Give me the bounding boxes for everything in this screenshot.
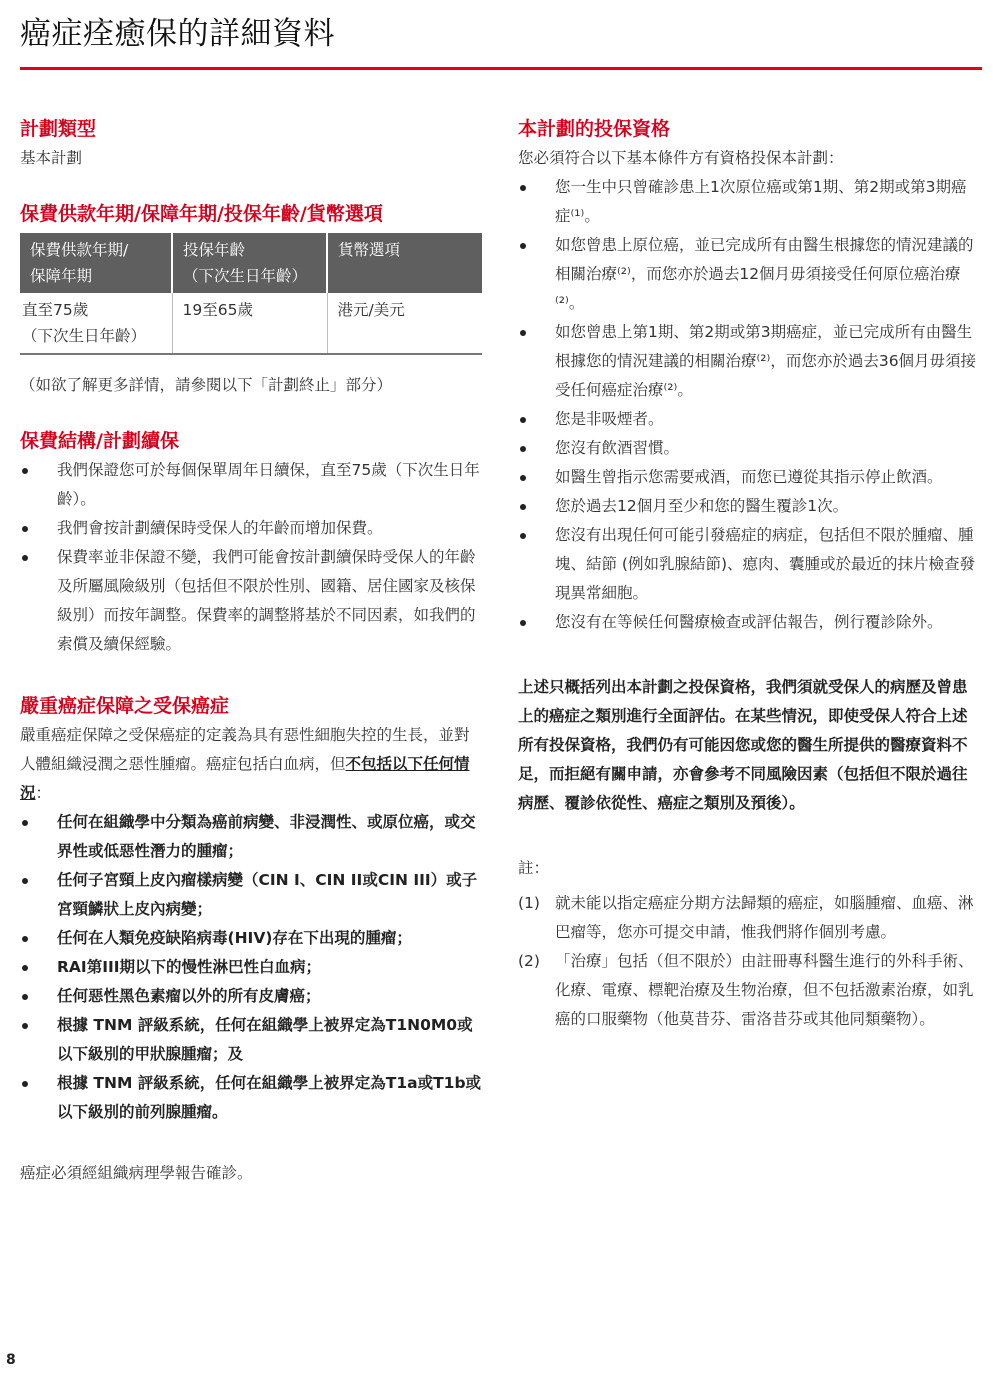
table-cell: 港元/美元 xyxy=(337,301,405,319)
note-text: 「治療」包括（但不限於）由註冊專科醫生進行的外科手術、化療、電療、標靶治療及生物治療，但不包括激素治療，如乳癌的口服藥物（他莫昔芬、雷洛昔芬或其他同類藥物）。 xyxy=(555,952,974,1028)
premium-table-heading: 保費供款年期/保障年期/投保年齡/貨幣選項 xyxy=(20,203,383,225)
table-header-cell: 投保年齡 （下次生日年齡） xyxy=(172,233,327,293)
list-item: 您於過去12個月至少和您的醫生覆診1次。 xyxy=(518,492,980,521)
list-item: 我們保證您可於每個保單周年日續保，直至75歲（下次生日年齡）。 xyxy=(20,456,482,514)
note-number: (1) xyxy=(518,894,540,912)
table-note: （如欲了解更多詳情，請參閱以下「計劃終止」部分） xyxy=(20,376,393,394)
covered-cancer-heading: 嚴重癌症保障之受保癌症 xyxy=(20,695,230,717)
note-item xyxy=(518,889,980,947)
plan-type-heading: 計劃類型 xyxy=(20,118,97,140)
list-item: 您沒有飲酒習慣。 xyxy=(518,434,980,463)
list-item: 根據 TNM 評級系統，任何在組織學上被界定為T1N0M0或以下級別的甲狀腺腫瘤；及 xyxy=(20,1011,482,1069)
list-item: 任何子宮頸上皮內瘤樣病變（CIN I、CIN II或CIN III）或子宮頸鱗狀上皮內病變； xyxy=(20,866,482,924)
premium-table xyxy=(20,233,482,355)
list-item: RAI第III期以下的慢性淋巴性白血病； xyxy=(20,953,482,982)
list-item: 您沒有出現任何可能引發癌症的病症，包括但不限於腫瘤、腫塊、結節 (例如乳腺結節)、瘜肉、囊腫或於最近的抹片檢查發現異常細胞。 xyxy=(518,521,980,608)
title-divider xyxy=(20,67,982,70)
covered-cancer-intro xyxy=(20,721,482,808)
notes-heading: 註： xyxy=(518,859,550,877)
table-row xyxy=(20,293,482,354)
diagnosis-footer: 癌症必須經組織病理學報告確診。 xyxy=(20,1164,253,1182)
intro-end: ： xyxy=(35,784,52,802)
list-item: 您是非吸煙者。 xyxy=(518,405,980,434)
note-number: (2) xyxy=(518,952,540,970)
page-title: 癌症痊癒保的詳細資料 xyxy=(20,16,335,52)
eligibility-heading: 本計劃的投保資格 xyxy=(518,118,671,140)
table-header-cell: 貨幣選項 xyxy=(327,233,482,293)
list-item: 如醫生曾指示您需要戒酒，而您已遵從其指示停止飲酒。 xyxy=(518,463,980,492)
eligibility-list xyxy=(518,173,980,637)
eligibility-summary: 上述只概括列出本計劃之投保資格，我們須就受保人的病歷及曾患上的癌症之類別進行全面評估。在某些情況，即使受保人符合上述所有投保資格，我們仍有可能因您或您的醫生所提供的醫療資料不足，而拒絕有關申請，亦會參考不同風險因素（包括但不限於過往病歷、覆診依從性、癌症之類別及預後）。 xyxy=(518,678,968,812)
table-cell: 直至75歲 （下次生日年齡） xyxy=(20,293,172,354)
list-item: 如您曾患上第1期、第2期或第3期癌症，並已完成所有由醫生根據您的情況建議的相關治療⁽²⁾，而您亦於過去36個月毋須接受任何癌症治療⁽²⁾。 xyxy=(518,318,980,405)
list-item: 任何惡性黑色素瘤以外的所有皮膚癌； xyxy=(20,982,482,1011)
table-header-row xyxy=(20,233,482,293)
list-item: 我們會按計劃續保時受保人的年齡而增加保費。 xyxy=(20,514,482,543)
right-column xyxy=(518,114,980,1034)
premium-structure-list xyxy=(20,456,482,659)
note-text: 就未能以指定癌症分期方法歸類的癌症，如腦腫瘤、血癌、淋巴瘤等，您亦可提交申請，惟我們將作個別考慮。 xyxy=(555,894,974,941)
note-item xyxy=(518,947,980,1034)
page-number: 8 xyxy=(6,1352,16,1368)
list-item: 根據 TNM 評級系統，任何在組織學上被界定為T1a或T1b或以下級別的前列腺腫瘤。 xyxy=(20,1069,482,1127)
intro-underlined: 不包括以下任何情況 xyxy=(20,755,470,802)
list-item: 如您曾患上原位癌，並已完成所有由醫生根據您的情況建議的相關治療⁽²⁾，而您亦於過去12個月毋須接受任何原位癌治療⁽²⁾。 xyxy=(518,231,980,318)
table-header-cell: 保費供款年期/ 保障年期 xyxy=(20,233,172,293)
list-item: 保費率並非保證不變，我們可能會按計劃續保時受保人的年齡及所屬風險級別（包括但不限於性別、國籍、居住國家及核保級別）而按年調整。保費率的調整將基於不同因素，如我們的索償及續保經驗。 xyxy=(20,543,482,659)
exclusion-list xyxy=(20,808,482,1127)
premium-structure-heading: 保費結構/計劃續保 xyxy=(20,430,179,452)
notes-list xyxy=(518,889,980,1034)
table-cell: 19至65歲 xyxy=(172,293,327,354)
list-item: 您一生中只曾確診患上1次原位癌或第1期、第2期或第3期癌症⁽¹⁾。 xyxy=(518,173,980,231)
intro-text: 嚴重癌症保障之受保癌症的定義為具有惡性細胞失控的生長，並對人體組織浸潤之惡性腫瘤。癌症包括白血病，但 xyxy=(20,726,470,773)
list-item: 任何在人類免疫缺陷病毒(HIV)存在下出現的腫瘤； xyxy=(20,924,482,953)
left-column xyxy=(20,114,482,1188)
plan-type-text: 基本計劃 xyxy=(20,149,83,167)
list-item: 您沒有在等候任何醫療檢查或評估報告，例行覆診除外。 xyxy=(518,608,980,637)
eligibility-intro: 您必須符合以下基本條件方有資格投保本計劃： xyxy=(518,149,844,167)
list-item: 任何在組織學中分類為癌前病變、非浸潤性、或原位癌，或交界性或低惡性潛力的腫瘤； xyxy=(20,808,482,866)
